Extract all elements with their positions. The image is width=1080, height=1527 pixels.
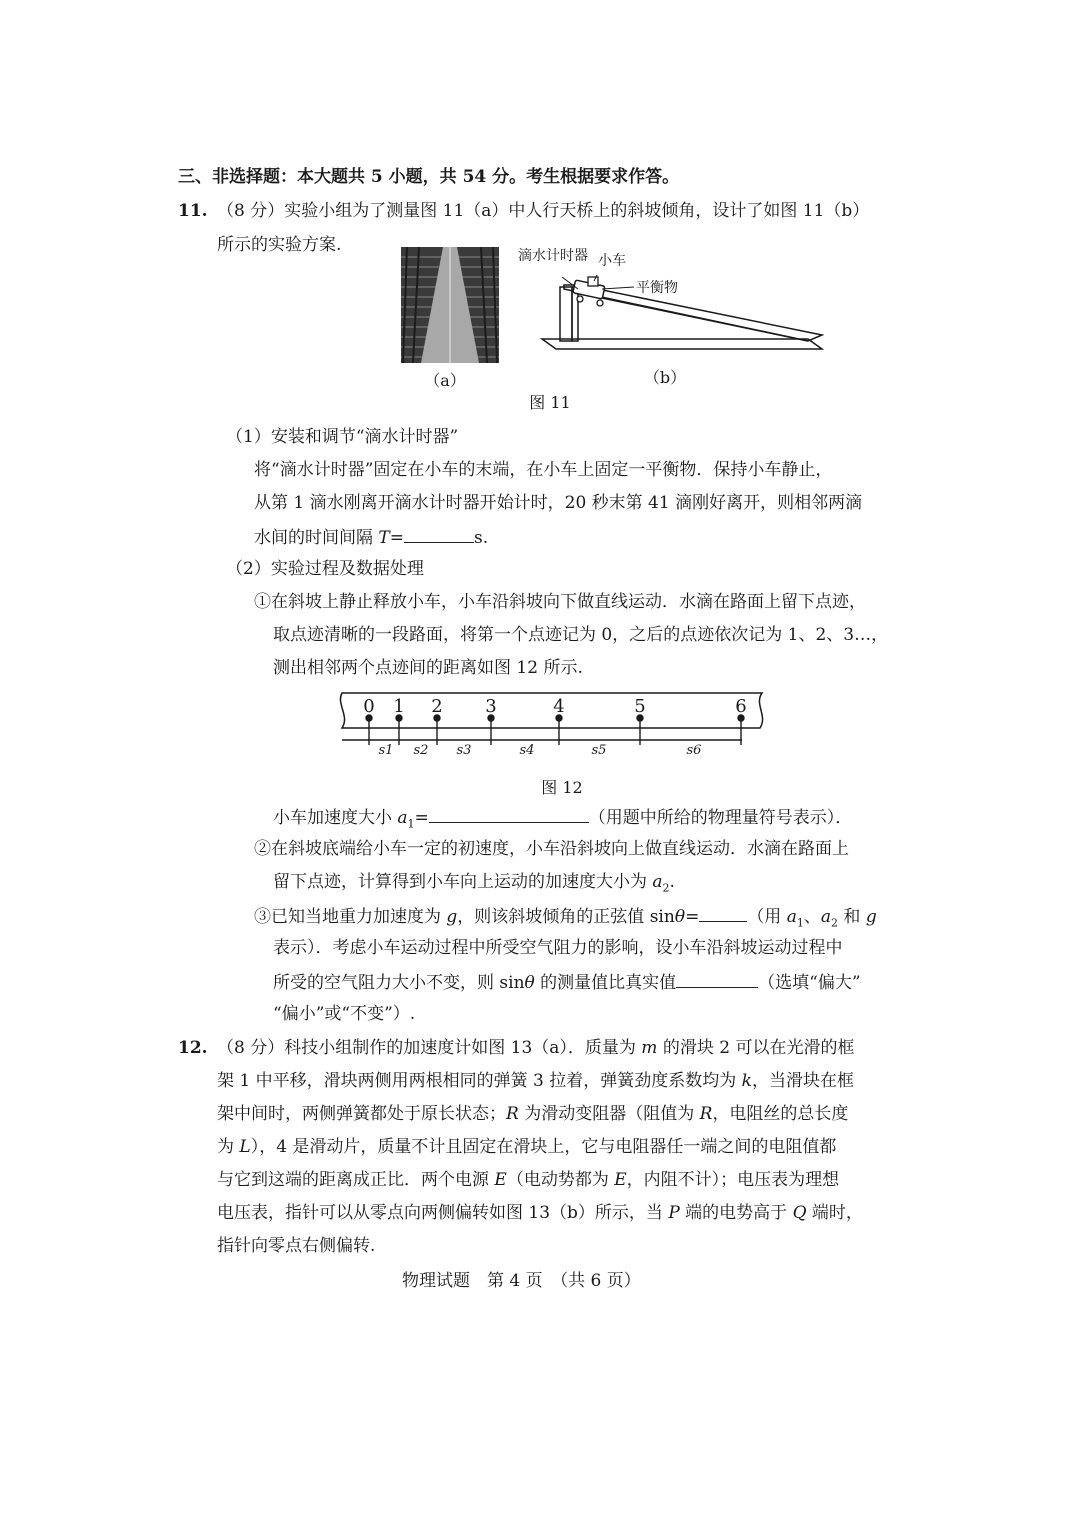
q11-acceleration-line: 小车加速度大小 $a_1=$ （用题中所给的物理量符号表示）． [273,805,852,835]
q11-part1-line2: 从第 1 滴水刚离开滴水计时器开始计时，20 秒末第 41 滴刚好离开，则相邻两滴 [254,493,863,513]
tape-point-1: 1 [393,696,405,717]
q11-step3-line1: ③已知当地重力加速度为 g，则该斜坡倾角的正弦值 sinθ= （用 $a_1$、$a_2$ 和 g [254,904,877,934]
q11-step1-line1: ①在斜坡上静止释放小车，小车沿斜坡向下做直线运动．水滴在路面上留下点迹， [254,592,866,612]
q11-part1-heading: （1）安装和调节“滴水计时器” [226,427,459,447]
label-car: 小车 [598,253,626,269]
tape-seg-s5: s5 [591,743,607,758]
q12-line3: 架中间时，两侧弹簧都处于原长状态；R 为滑动变阻器（阻值为 R，电阻丝的总长度 [217,1104,849,1124]
tape-point-4: 4 [553,696,565,717]
q11-step3-line4: “偏小”或“不变”）. [273,1004,416,1024]
tape-seg-s1: s1 [378,743,394,758]
section-heading: 三、非选择题：本大题共 5 小题，共 54 分。考生根据要求作答。 [178,167,680,187]
figure-11-title: 图 11 [529,393,571,412]
answer-blank-bias[interactable] [676,970,758,988]
q11-line1: （8 分）实验小组为了测量图 11（a）中人行天桥上的斜坡倾角，设计了如图 11（b） [217,201,870,221]
answer-blank-sin-theta[interactable] [699,904,747,922]
q12-line6: 电压表，指针可以从零点向两侧偏转如图 13（b）所示，当 P 端的电势高于 Q 端时， [217,1203,863,1223]
tape-point-0: 0 [363,696,375,717]
q12-line1: （8 分）科技小组制作的加速度计如图 13（a）．质量为 m 的滑块 2 可以在光滑的框 [217,1038,855,1058]
q11-step2-line2: 留下点迹，计算得到小车向上运动的加速度大小为 $a_2$. [273,872,675,895]
q11-part1-line1: 将“滴水计时器”固定在小车的末端，在小车上固定一平衡物．保持小车静止， [254,460,833,480]
q12-line2: 架 1 中平移，滑块两侧用两根相同的弹簧 3 拉着，弹簧劲度系数均为 k，当滑块在框 [217,1071,854,1091]
q11-part1-line3: 水间的时间间隔 T= s. [254,525,488,549]
tape-point-2: 2 [431,696,443,717]
label-balance-weight: 平衡物 [636,280,678,296]
tape-point-6: 6 [735,696,747,717]
q12-line7: 指针向零点右侧偏转. [217,1236,376,1256]
label-drip-timer: 滴水计时器 [518,248,588,264]
q11-part2-heading: （2）实验过程及数据处理 [226,559,424,579]
figure-11a-photo [401,247,499,363]
q11-step2-line1: ②在斜坡底端给小车一定的初速度，小车沿斜坡向上做直线运动．水滴在路面上 [254,839,849,859]
tape-seg-s2: s2 [413,743,429,758]
tape-point-3: 3 [485,696,497,717]
q11-step3-line2: 表示）．考虑小车运动过程中所受空气阻力的影响，设小车沿斜坡运动过程中 [273,938,843,958]
figure-11a-caption: （a） [424,371,466,390]
tape-point-5: 5 [634,696,646,717]
tape-seg-s6: s6 [686,743,702,758]
q11-step1-line2: 取点迹清晰的一段路面，将第一个点迹记为 0，之后的点迹依次记为 1、2、3…， [273,625,889,645]
q11-number: 11. [178,201,208,221]
answer-blank-a1[interactable] [429,805,589,823]
figure-11b-diagram [538,275,824,357]
q12-number: 12. [178,1038,208,1058]
q12-line4: 为 L），4 是滑动片，质量不计且固定在滑块上，它与电阻器任一端之间的电阻值都 [217,1137,837,1157]
tape-seg-s4: s4 [519,743,535,758]
q11-line2: 所示的实验方案. [217,235,342,255]
figure-11b-caption: （b） [643,368,687,387]
page-footer: 物理试题 第 4 页 （共 6 页） [402,1271,641,1291]
q11-step1-line3: 测出相邻两个点迹间的距离如图 12 所示. [273,658,583,678]
tape-seg-s3: s3 [456,743,472,758]
q11-step3-line3: 所受的空气阻力大小不变，则 sinθ 的测量值比真实值 （选填“偏大” [273,970,861,994]
figure-12-tape [334,690,770,760]
figure-12-title: 图 12 [541,778,583,797]
answer-blank-T[interactable] [404,525,474,543]
q12-line5: 与它到这端的距离成正比．两个电源 E（电动势都为 E，内阻不计）；电压表为理想 [217,1170,840,1190]
